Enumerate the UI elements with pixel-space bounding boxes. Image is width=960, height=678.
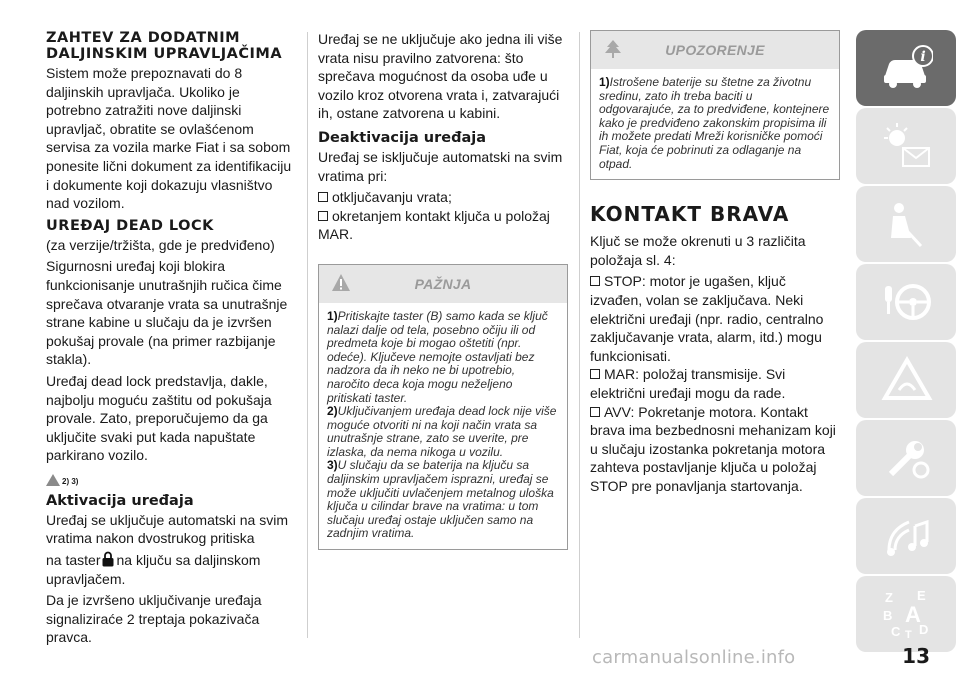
index-letter: B <box>883 608 893 623</box>
tab-warning[interactable] <box>856 342 956 418</box>
caution-box-body <box>319 303 567 549</box>
caution-item: 1)Pritiskajte taster (B) samo kada se ključ nalazi dalje od tela, posebno očiju ili od predmeta koje bi mogao oštetiti (npr. odeće). Ključeve nemojte ostavljati bez nadzora da ih neko ne bi upotrebio, naročito deca koja mogu neželjeno pritiskati taster. <box>327 308 548 405</box>
tab-car-info[interactable] <box>856 30 956 106</box>
bullet-square-icon <box>318 211 328 221</box>
car-info-icon <box>881 42 933 94</box>
tab-index[interactable] <box>856 576 956 652</box>
watermark-text: carmanualsonline.info <box>592 647 796 668</box>
index-letters-icon <box>881 588 933 640</box>
bullet-square-icon <box>318 192 328 202</box>
steering-wheel-icon <box>881 276 933 328</box>
tab-dashboard-lights[interactable] <box>856 108 956 184</box>
section-heading-remote-request: ZAHTEV ZA DODATNIM DALJINSKIM UPRAVLJAČIMA <box>46 30 283 62</box>
environment-title: UPOZORENJE <box>665 42 765 58</box>
column-divider <box>579 32 580 638</box>
warning-references <box>46 468 296 486</box>
index-letter: A <box>905 602 921 627</box>
column-1 <box>46 30 296 650</box>
paragraph: Sistem može prepoznavati do 8 daljinskih upravljača. Ukoliko je potrebno zatražiti nove daljinski upravljač, obratite se ovlašćenom servisa za vozila marke Fiat i sa sobom ponesite lični dokument za identifikaciju i dokumente koji dokazuju vlasništvo nad vozilom. <box>46 65 292 212</box>
tab-service[interactable] <box>856 420 956 496</box>
paragraph: Uređaj se isključuje automatski na svim vratima pri: <box>318 148 563 184</box>
paragraph: Sigurnosni uređaj koji blokira funkcionisanje unutrašnjih ručica čime sprečava otvaranje vrata sa unutrašnje strane kabine u slučaju da je izvršen pokušaj provale (na primer razbijanje stakla). <box>46 258 288 368</box>
paragraph: Uređaj dead lock predstavlja, dakle, najbolju moguću zaštitu od pokušaja provale. Zato, preporučujemo da ga uključite svaki put kada napuštate parkirano vozilo. <box>46 372 272 464</box>
environment-item: 1)Istrošene baterije su štetne za životnu sredinu, zato ih treba baciti u odgovarajuće, za to predviđene, kontejnere kako je predviđeno zakonskim propisima ili ih možete predati Mreži korisničke pomoći Fiat, koja će pobrinuti za odlaganje na otpad. <box>599 75 830 171</box>
reference-numbers: 2) 3) <box>62 476 79 486</box>
environment-box-body <box>591 69 839 179</box>
bullet-square-icon <box>590 276 600 286</box>
warning-triangle-icon <box>331 273 351 293</box>
paragraph: Uređaj se ne uključuje ako jedna ili više vrata nisu pravilno zatvorena: što sprečava mogućnost da osoba uđe u vozilo kroz otvorena vrata i, zatvarajući ih, ostane zatvorena u kabini. <box>318 31 563 122</box>
index-letter: Z <box>885 590 893 605</box>
seat-safety-icon <box>881 198 933 250</box>
text-fragment: na taster <box>46 552 101 569</box>
warning-icon <box>46 474 60 486</box>
bullet-square-icon <box>590 369 600 379</box>
column-3 <box>590 30 840 495</box>
index-letter: C <box>891 624 901 639</box>
list-item: MAR: položaj transmisije. Svi električni uređaji mogu da rade. <box>590 366 786 401</box>
lock-icon <box>102 551 114 567</box>
index-letter: E <box>917 588 926 603</box>
index-letter: T <box>905 629 912 640</box>
subheading-deactivation: Deaktivacija uređaja <box>318 129 487 146</box>
index-letter: D <box>919 622 929 637</box>
paragraph: Ključ se može okrenuti u 3 različita položaja sl. 4: <box>590 233 806 268</box>
subheading-activation: Aktivacija uređaja <box>46 492 194 509</box>
media-icon <box>881 510 933 562</box>
section-heading-ignition: KONTAKT BRAVA <box>590 202 790 227</box>
list-item: otključavanju vrata; <box>318 188 568 207</box>
paragraph <box>46 551 296 588</box>
tab-seat-safety[interactable] <box>856 186 956 262</box>
column-divider <box>307 32 308 638</box>
caution-item: 3)U slučaju da se baterija na ključu sa daljinskim upravljačem isprazni, uređaj se može uključiti uvlačenjem metalnog uloška ključa u cilindar brave na vratima: u tom slučaju uređaj ostaje uključen samo na zadnjim vratima. <box>327 458 554 541</box>
caution-box <box>318 264 568 550</box>
paragraph: (za verzije/tržišta, gde je predviđeno) <box>46 236 275 253</box>
dashboard-lights-icon <box>881 120 933 172</box>
paragraph: Uređaj se uključuje automatski na svim vratima nakon dvostrukog pritiska <box>46 511 288 547</box>
list-item: STOP: motor je ugašen, ključ izvađen, volan se zaključava. Neki električni uređaji (npr. radio, centralno zaključavanje vrata, alarm, itd.) mogu funkcionisati. <box>590 273 824 364</box>
caution-box-header <box>319 265 567 303</box>
column-2 <box>318 30 568 550</box>
page-number: 13 <box>902 644 930 668</box>
tab-steering-wheel[interactable] <box>856 264 956 340</box>
environment-warning-box <box>590 30 840 180</box>
tree-icon <box>603 39 623 59</box>
caution-item: 2)Uključivanjem uređaja dead lock nije više moguće otvoriti ni na koji način vrata sa unutrašnje strane, zato se uverite, pre izlaska, da nema nikoga u vozilu. <box>327 404 557 459</box>
tab-media[interactable] <box>856 498 956 574</box>
bullet-square-icon <box>590 407 600 417</box>
caution-title: PAŽNJA <box>414 275 472 292</box>
list-item: AVV: Pokretanje motora. Kontakt brava ima bezbednosni mehanizam koji u slučaju izostanka pokretanja motora zahteva postavljanje ključa u položaj STOP pre ponavljanja startovanja. <box>590 403 836 494</box>
environment-box-header <box>591 31 839 69</box>
paragraph: Da je izvršeno uključivanje uređaja signaliziraće 2 treptaja pokazivača pravca. <box>46 592 262 646</box>
text-fragment: na ključu sa daljinskom upravljačem. <box>46 552 261 587</box>
svg-text:i: i <box>920 49 926 65</box>
wrench-service-icon <box>881 432 933 484</box>
warning-triangle-icon <box>881 354 933 406</box>
section-heading-dead-lock: UREĐAJ DEAD LOCK <box>46 217 214 234</box>
list-item: okretanjem kontakt ključa u položaj MAR. <box>318 207 550 243</box>
